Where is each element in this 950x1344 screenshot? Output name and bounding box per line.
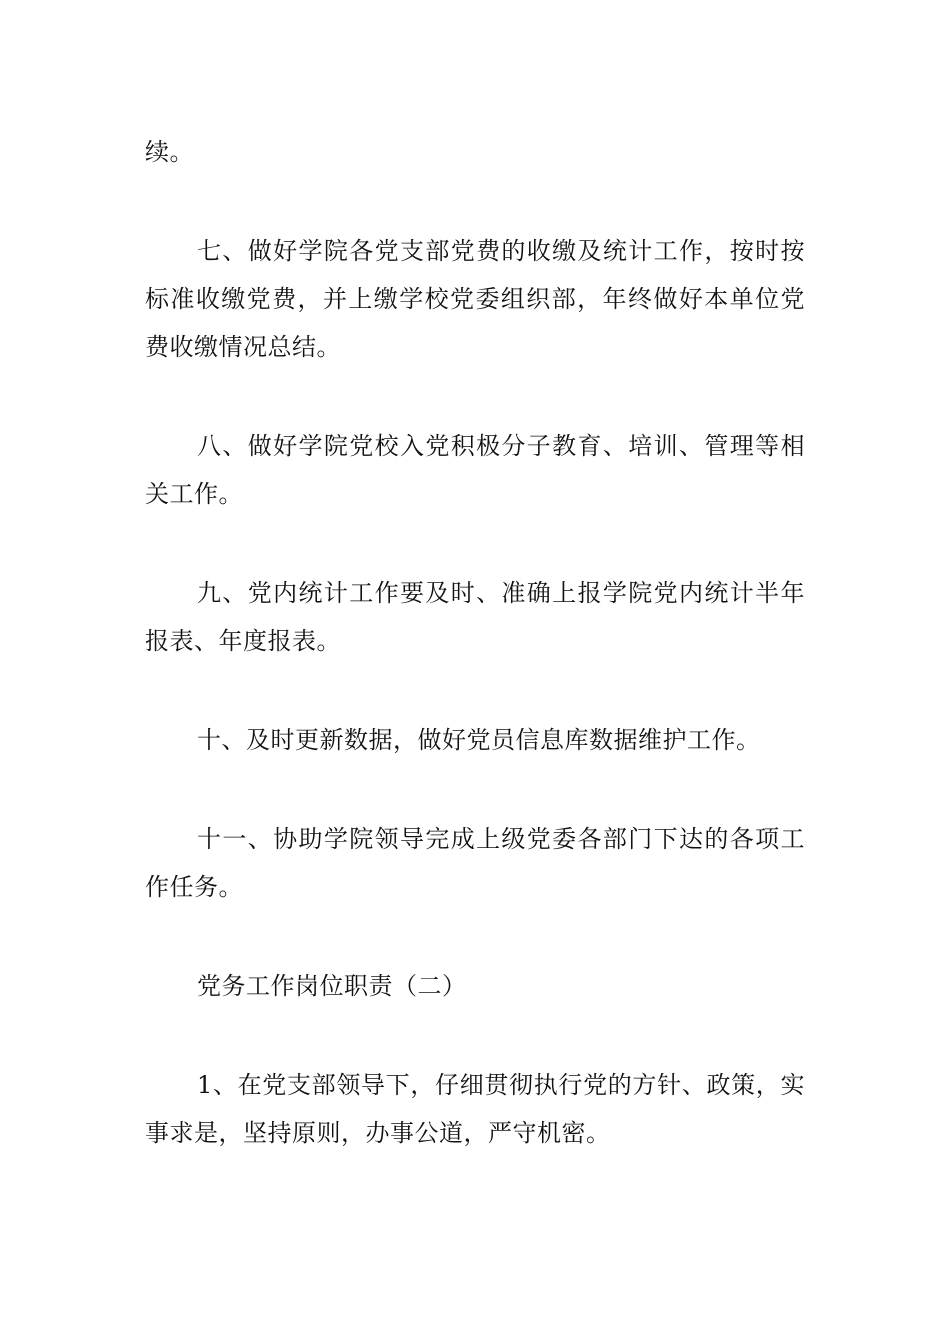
paragraph-item-9: 九、党内统计工作要及时、准确上报学院党内统计半年报表、年度报表。 bbox=[145, 579, 805, 655]
paragraph-section2-item-1: 1、在党支部领导下，仔细贯彻执行党的方针、政策，实事求是，坚持原则，办事公道，严守机密。 bbox=[145, 1071, 805, 1147]
section-heading: 党务工作岗位职责（二） bbox=[197, 972, 467, 1000]
paragraph-item-11: 十一、协助学院领导完成上级党委各部门下达的各项工作任务。 bbox=[145, 825, 805, 901]
paragraph-item-10: 十、及时更新数据，做好党员信息库数据维护工作。 bbox=[197, 726, 761, 754]
paragraph-item-8: 八、做好学院党校入党积极分子教育、培训、管理等相关工作。 bbox=[145, 432, 805, 508]
paragraph-item-7: 七、做好学院各党支部党费的收缴及统计工作，按时按标准收缴党费，并上缴学校党委组织部，年终做好本单位党费收缴情况总结。 bbox=[145, 237, 805, 361]
paragraph-continued: 续。 bbox=[145, 138, 194, 166]
document-page bbox=[145, 128, 805, 1208]
